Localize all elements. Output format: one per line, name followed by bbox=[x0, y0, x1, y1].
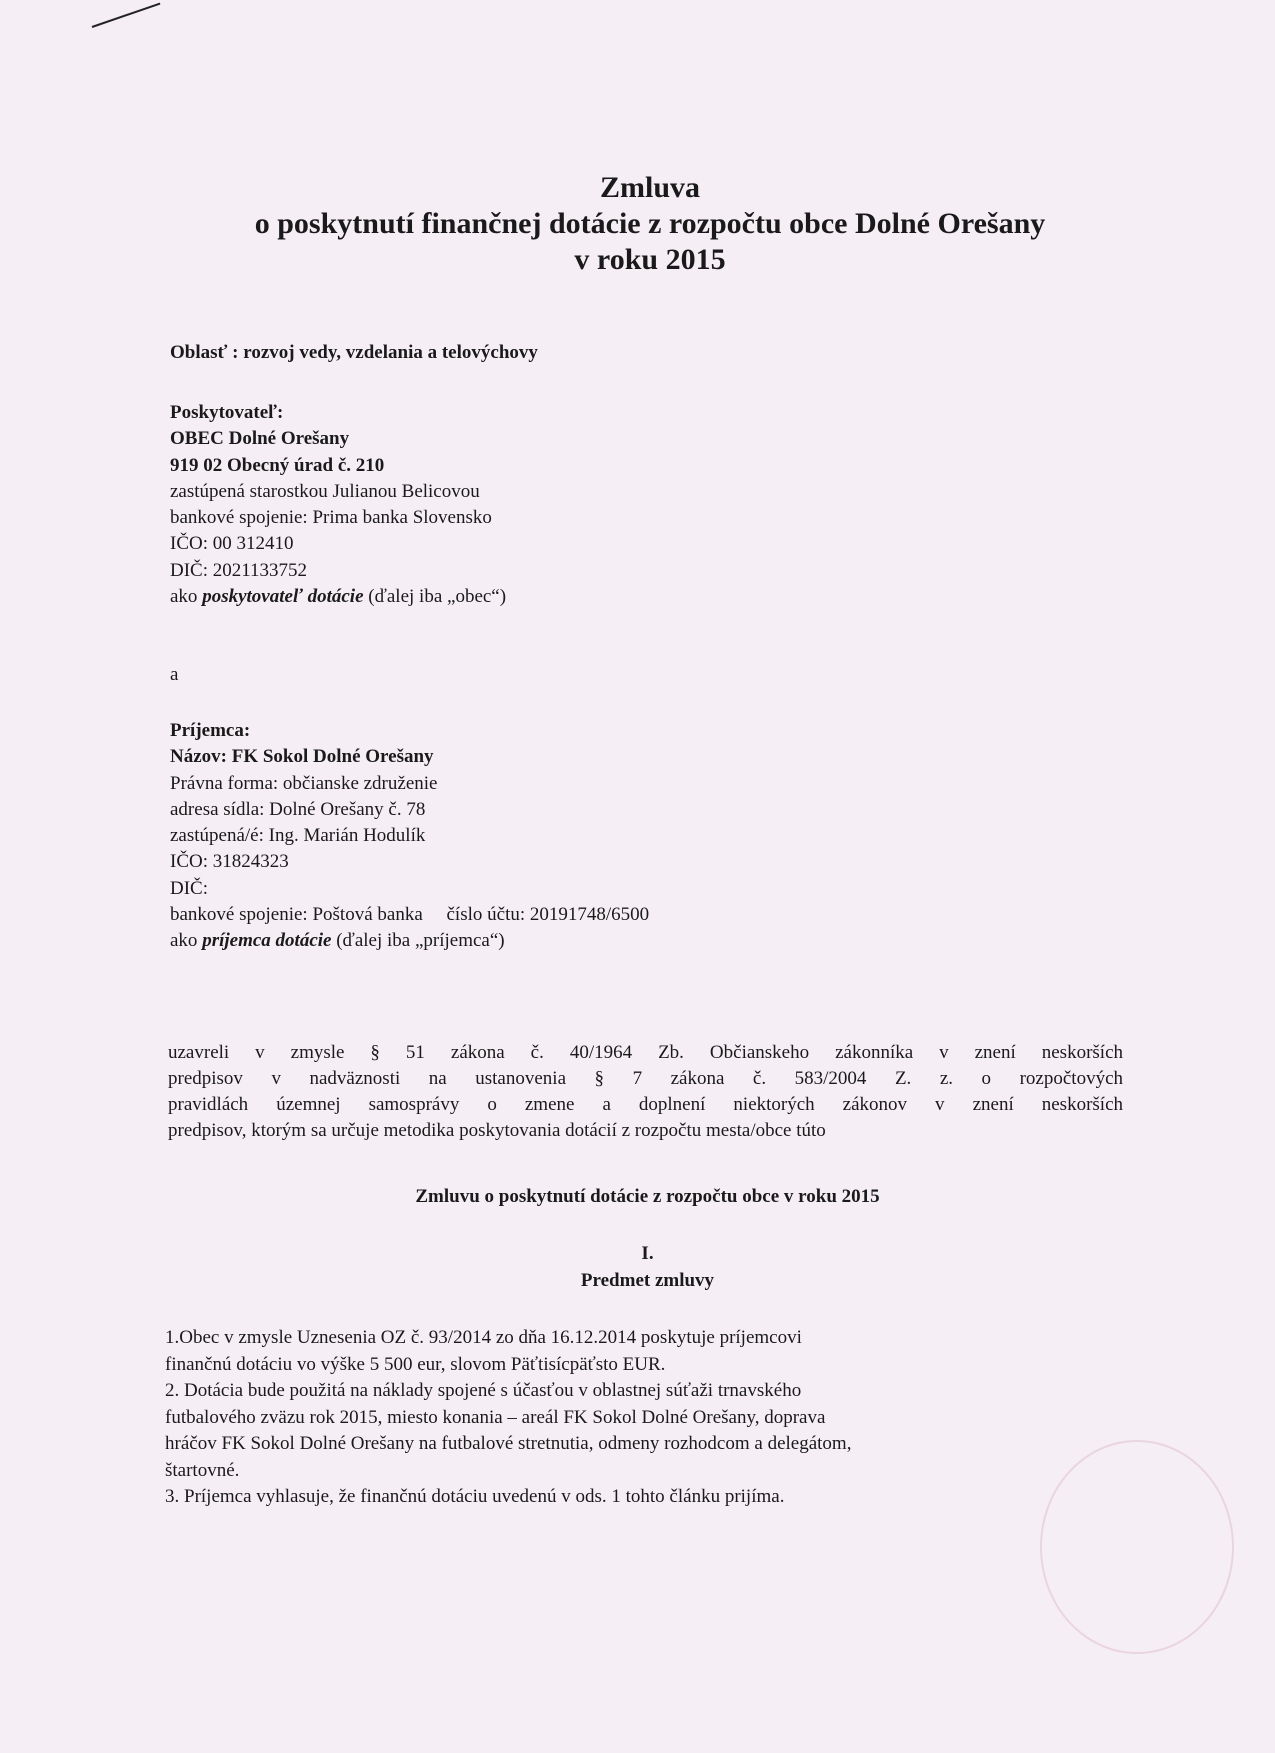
preamble-line: predpisov v nadväznosti na ustanovenia § 7 zákona č. 583/2004 Z. z. o rozpočtových bbox=[168, 1068, 1123, 1089]
recipient-seat: adresa sídla: Dolné Orešany č. 78 bbox=[170, 798, 426, 820]
provider-address: 919 02 Obecný úrad č. 210 bbox=[170, 454, 385, 476]
recipient-role-suffix: (ďalej iba „príjemca“) bbox=[331, 930, 505, 952]
provider-dic: DIČ: 2021133752 bbox=[170, 559, 308, 581]
provider-bank: bankové spojenie: Prima banka Slovensko bbox=[170, 507, 492, 529]
contract-heading: Zmluvu o poskytnutí dotácie z rozpočtu obce v roku 2015 bbox=[415, 1186, 880, 1207]
article-line: hráčov FK Sokol Dolné Orešany na futbalové stretnutia, odmeny rozhodcom a delegátom, bbox=[165, 1433, 852, 1454]
recipient-represented: zastúpená/é: Ing. Marián Hodulík bbox=[170, 825, 426, 847]
provider-role bbox=[170, 584, 506, 610]
article-line: štartovné. bbox=[165, 1459, 240, 1481]
provider-heading: Poskytovateľ: bbox=[170, 402, 284, 423]
recipient-legal-form: Právna forma: občianske združenie bbox=[170, 772, 438, 794]
provider-role-suffix: (ďalej iba „obec“) bbox=[363, 586, 507, 608]
recipient-role bbox=[170, 928, 649, 954]
article-line: 2. Dotácia bude použitá na náklady spojené s účasťou v oblastnej súťaži trnavského bbox=[165, 1380, 802, 1401]
pen-stroke-mark bbox=[92, 3, 161, 28]
title-line-2: o poskytnutí finančnej dotácie z rozpočtu obce Dolné Orešany bbox=[254, 207, 1046, 240]
recipient-bank: bankové spojenie: Poštová banka číslo účtu: 20191748/6500 bbox=[170, 904, 650, 926]
article-line: 3. Príjemca vyhlasuje, že finančnú dotáciu uvedenú v ods. 1 tohto článku prijíma. bbox=[165, 1486, 785, 1507]
recipient-ico: IČO: 31824323 bbox=[170, 851, 289, 873]
preamble-line: predpisov, ktorým sa určuje metodika poskytovania dotácií z rozpočtu mesta/obce túto bbox=[168, 1120, 826, 1141]
and-separator: a bbox=[170, 664, 179, 685]
recipient-role-italic: príjemca dotácie bbox=[202, 930, 332, 952]
preamble-line: pravidlách územnej samosprávy o zmene a doplnení niektorých zákonov v znení neskorších bbox=[168, 1094, 1123, 1115]
provider-represented: zastúpená starostkou Julianou Belicovou bbox=[170, 480, 480, 502]
provider-name: OBEC Dolné Orešany bbox=[170, 428, 350, 450]
document-title bbox=[160, 170, 1140, 278]
recipient-dic: DIČ: bbox=[170, 877, 208, 899]
recipient-role-prefix: ako bbox=[170, 930, 203, 952]
title-line-1: Zmluva bbox=[599, 171, 701, 204]
title-line-3: v roku 2015 bbox=[574, 243, 726, 276]
article-number: I. bbox=[641, 1243, 654, 1264]
article-title: Predmet zmluvy bbox=[580, 1270, 715, 1291]
recipient-name: Názov: FK Sokol Dolné Orešany bbox=[170, 746, 434, 768]
provider-role-prefix: ako bbox=[170, 586, 203, 608]
provider-ico: IČO: 00 312410 bbox=[170, 533, 294, 555]
preamble-line: uzavreli v zmysle § 51 zákona č. 40/1964 Zb. Občianskeho zákonníka v znení neskorších bbox=[168, 1042, 1123, 1063]
preamble-paragraph bbox=[168, 1040, 1123, 1144]
article-line: 1.Obec v zmysle Uznesenia OZ č. 93/2014 zo dňa 16.12.2014 poskytuje príjemcovi bbox=[165, 1327, 802, 1348]
provider-role-italic: poskytovateľ dotácie bbox=[202, 586, 364, 608]
area-line: Oblasť : rozvoj vedy, vzdelania a telovýchovy bbox=[170, 342, 538, 363]
recipient-heading: Príjemca: bbox=[170, 720, 251, 741]
article-line: finančnú dotáciu vo výške 5 500 eur, slovom Päťtisícpäťsto EUR. bbox=[165, 1353, 666, 1375]
article-body bbox=[165, 1325, 1125, 1511]
article-line: futbalového zväzu rok 2015, miesto konania – areál FK Sokol Dolné Orešany, doprava bbox=[165, 1406, 826, 1428]
recipient-block bbox=[170, 718, 649, 955]
provider-block bbox=[170, 400, 506, 610]
